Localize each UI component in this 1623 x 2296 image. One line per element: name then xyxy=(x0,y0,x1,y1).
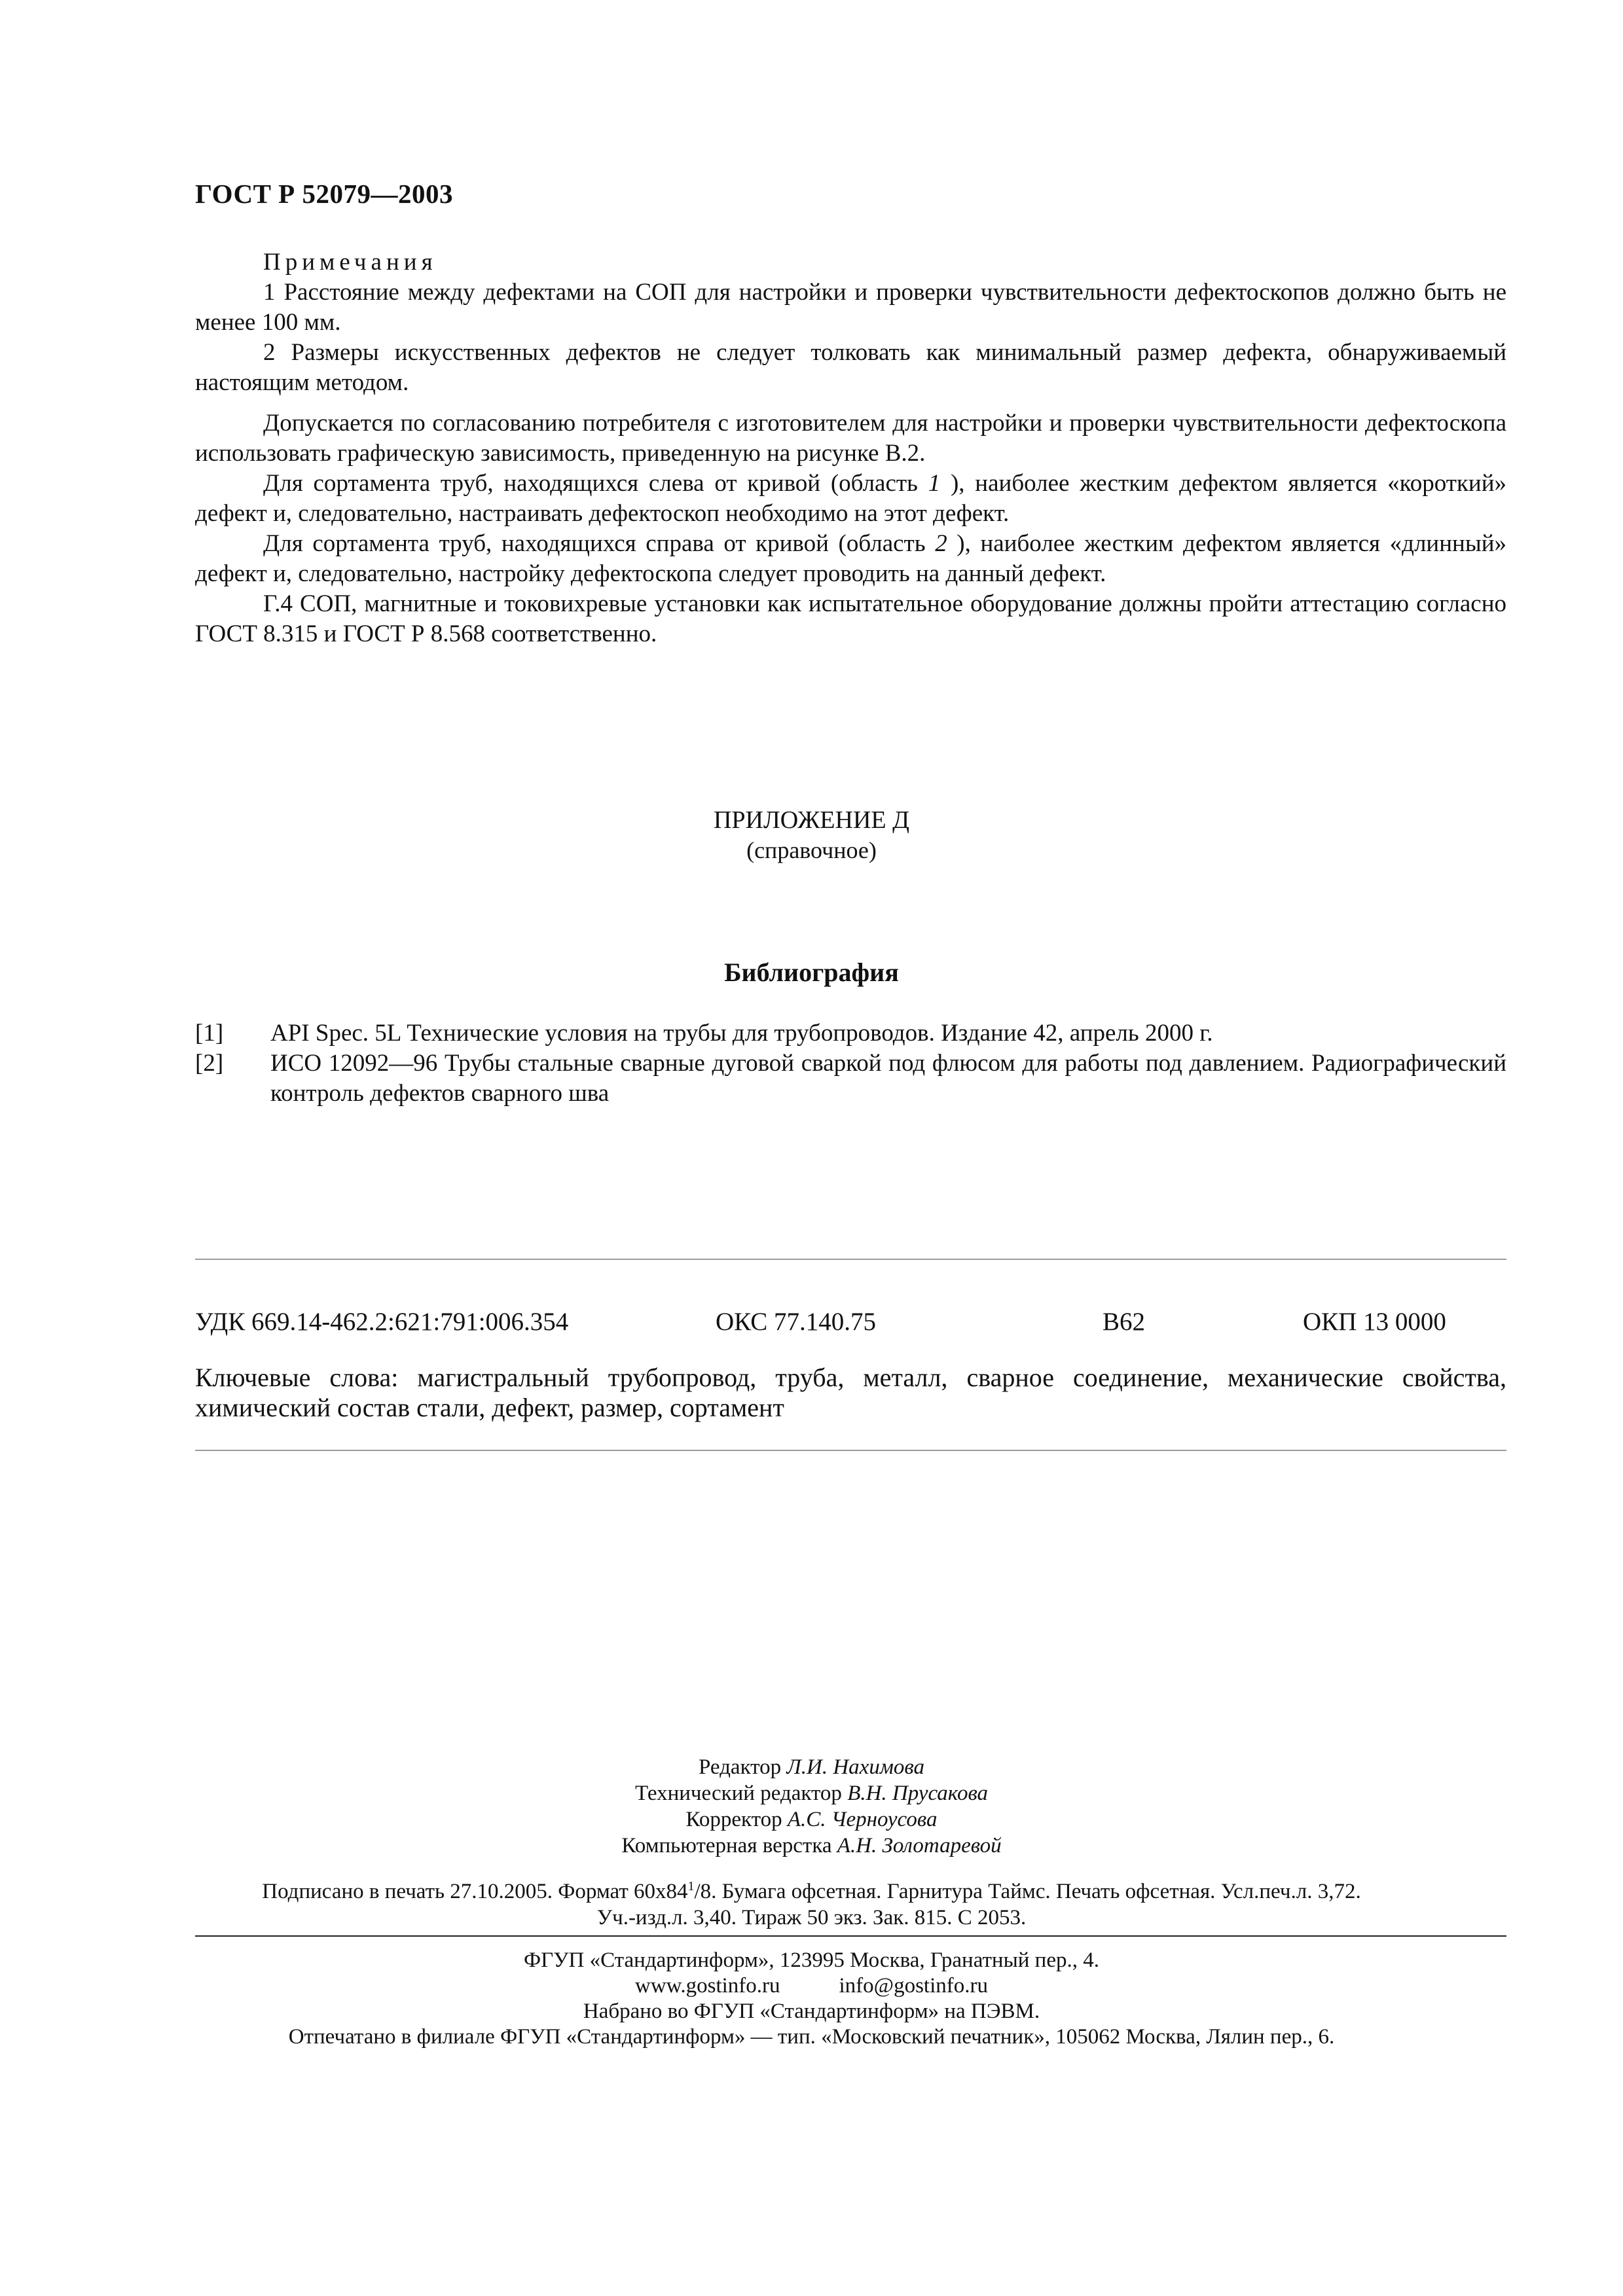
area-2-label: 2 xyxy=(935,530,947,557)
publisher-website[interactable]: www.gostinfo.ru xyxy=(635,1974,780,1998)
printed-note: Отпечатано в филиале ФГУП «Стандартинформ» — тип. «Московский печатник», 105062 Москва, Лялин пер., 6. xyxy=(288,2025,1335,2049)
paragraph-right-area-before: Для сортамента труб, находящихся справа от кривой (область xyxy=(263,530,936,557)
bibliography-title: Библиография xyxy=(724,958,899,987)
oks-code: ОКС 77.140.75 xyxy=(716,1308,876,1336)
typeset-note: Набрано во ФГУП «Стандартинформ» на ПЭВМ. xyxy=(583,2000,1040,2023)
publication-line-1-a: Подписано в печать 27.10.2005. Формат 60х84 xyxy=(262,1880,688,1903)
note-item-1: 1 Расстояние между дефектами на СОП для настройки и проверки чувствительности дефектоскопов должно быть не менее 100 мм. xyxy=(195,279,1506,336)
publisher-email[interactable]: info@gostinfo.ru xyxy=(839,1974,988,1998)
keywords: Ключевые слова: магистральный трубопровод, труба, металл, сварное соединение, механические свойства, химический состав стали, дефект, размер, сортамент xyxy=(195,1363,1506,1422)
publisher-divider xyxy=(195,1935,1506,1937)
bibliography-item xyxy=(195,1018,1506,1049)
group-code: В62 xyxy=(1103,1308,1146,1336)
paragraph-left-area-after: ), наиболее жестким дефектом является «короткий» дефект и, следовательно, настраивать дефектоскоп необходимо на этот дефект. xyxy=(195,470,1506,527)
credit-editor-name: Л.И. Нахимова xyxy=(786,1755,924,1779)
standard-id-header: ГОСТ Р 52079—2003 xyxy=(195,179,453,209)
credit-tech-editor-label: Технический редактор xyxy=(634,1782,842,1805)
bibliography-item-text: ИСО 12092—96 Трубы стальные сварные дуговой сваркой под флюсом для работы под давлением. Радиографический контроль дефектов сварного шва xyxy=(270,1050,1506,1107)
publisher-contacts xyxy=(0,1973,1623,1999)
credit-corrector-label: Корректор xyxy=(685,1808,782,1831)
publication-line-1 xyxy=(0,1878,1623,1905)
publisher-address: ФГУП «Стандартинформ», 123995 Москва, Гранатный пер., 4. xyxy=(524,1948,1099,1972)
bibliography-list xyxy=(195,1018,1506,1109)
credits-block xyxy=(0,1754,1623,1859)
bibliography-item xyxy=(195,1049,1506,1109)
bibliography-item-number: [2] xyxy=(195,1050,224,1077)
paragraph-g4-attestation: Г.4 СОП, магнитные и токовихревые установки как испытательное оборудование должны пройти аттестацию согласно ГОСТ 8.315 и ГОСТ Р 8.568 соответственно. xyxy=(195,590,1506,647)
credit-layout xyxy=(0,1833,1623,1859)
paragraph-graph-dependency: Допускается по согласованию потребителя с изготовителем для настройки и проверки чувствительности дефектоскопа использовать графическую зависимость, приведенную на рисунке В.2. xyxy=(195,410,1506,467)
credit-tech-editor xyxy=(0,1780,1623,1806)
appendix-title: ПРИЛОЖЕНИЕ Д xyxy=(713,806,910,834)
credit-editor-label: Редактор xyxy=(699,1755,782,1779)
appendix-subtitle: (справочное) xyxy=(746,837,877,863)
appendix-heading xyxy=(0,805,1623,865)
credit-corrector-name: А.С. Черноусова xyxy=(787,1808,938,1831)
credit-editor xyxy=(0,1754,1623,1780)
format-superscript: 1 xyxy=(687,1879,695,1893)
publisher-info xyxy=(0,1948,1623,2050)
paragraph-left-area-before: Для сортамента труб, находящихся слева от кривой (область xyxy=(263,470,928,497)
okp-code: ОКП 13 0000 xyxy=(1303,1308,1446,1336)
paragraph-right-area xyxy=(195,529,1506,589)
publication-line-1-b: /8. Бумага офсетная. Гарнитура Таймс. Печать офсетная. Усл.печ.л. 3,72. xyxy=(694,1880,1361,1903)
publication-line-2: Уч.-изд.л. 3,40. Тираж 50 экз. Зак. 815. С 2053. xyxy=(596,1906,1027,1929)
notes-title: Примечания xyxy=(263,249,437,276)
credit-corrector xyxy=(0,1806,1623,1833)
credit-tech-editor-name: В.Н. Прусакова xyxy=(847,1782,989,1805)
note-item-2: 2 Размеры искусственных дефектов не следует толковать как минимальный размер дефекта, обнаруживаемый настоящим методом. xyxy=(195,339,1506,396)
credit-layout-label: Компьютерная верстка xyxy=(621,1834,832,1857)
paragraph-left-area xyxy=(195,469,1506,529)
bibliography-item-text: API Spec. 5L Технические условия на трубы для трубопроводов. Издание 42, апрель 2000 г. xyxy=(270,1020,1213,1047)
paragraph-right-area-after: ), наиболее жестким дефектом является «длинный» дефект и, следовательно, настройку дефектоскопа следует проводить на данный дефект. xyxy=(195,530,1506,587)
credit-layout-name: А.Н. Золотаревой xyxy=(837,1834,1002,1857)
notes-section xyxy=(195,247,1506,649)
bibliography-item-number: [1] xyxy=(195,1020,224,1047)
udk-code: УДК 669.14-462.2:621:791:006.354 xyxy=(195,1308,569,1336)
area-1-label: 1 xyxy=(928,470,941,497)
publication-info xyxy=(0,1878,1623,1931)
divider-top xyxy=(195,1259,1506,1260)
divider-bottom xyxy=(195,1450,1506,1451)
